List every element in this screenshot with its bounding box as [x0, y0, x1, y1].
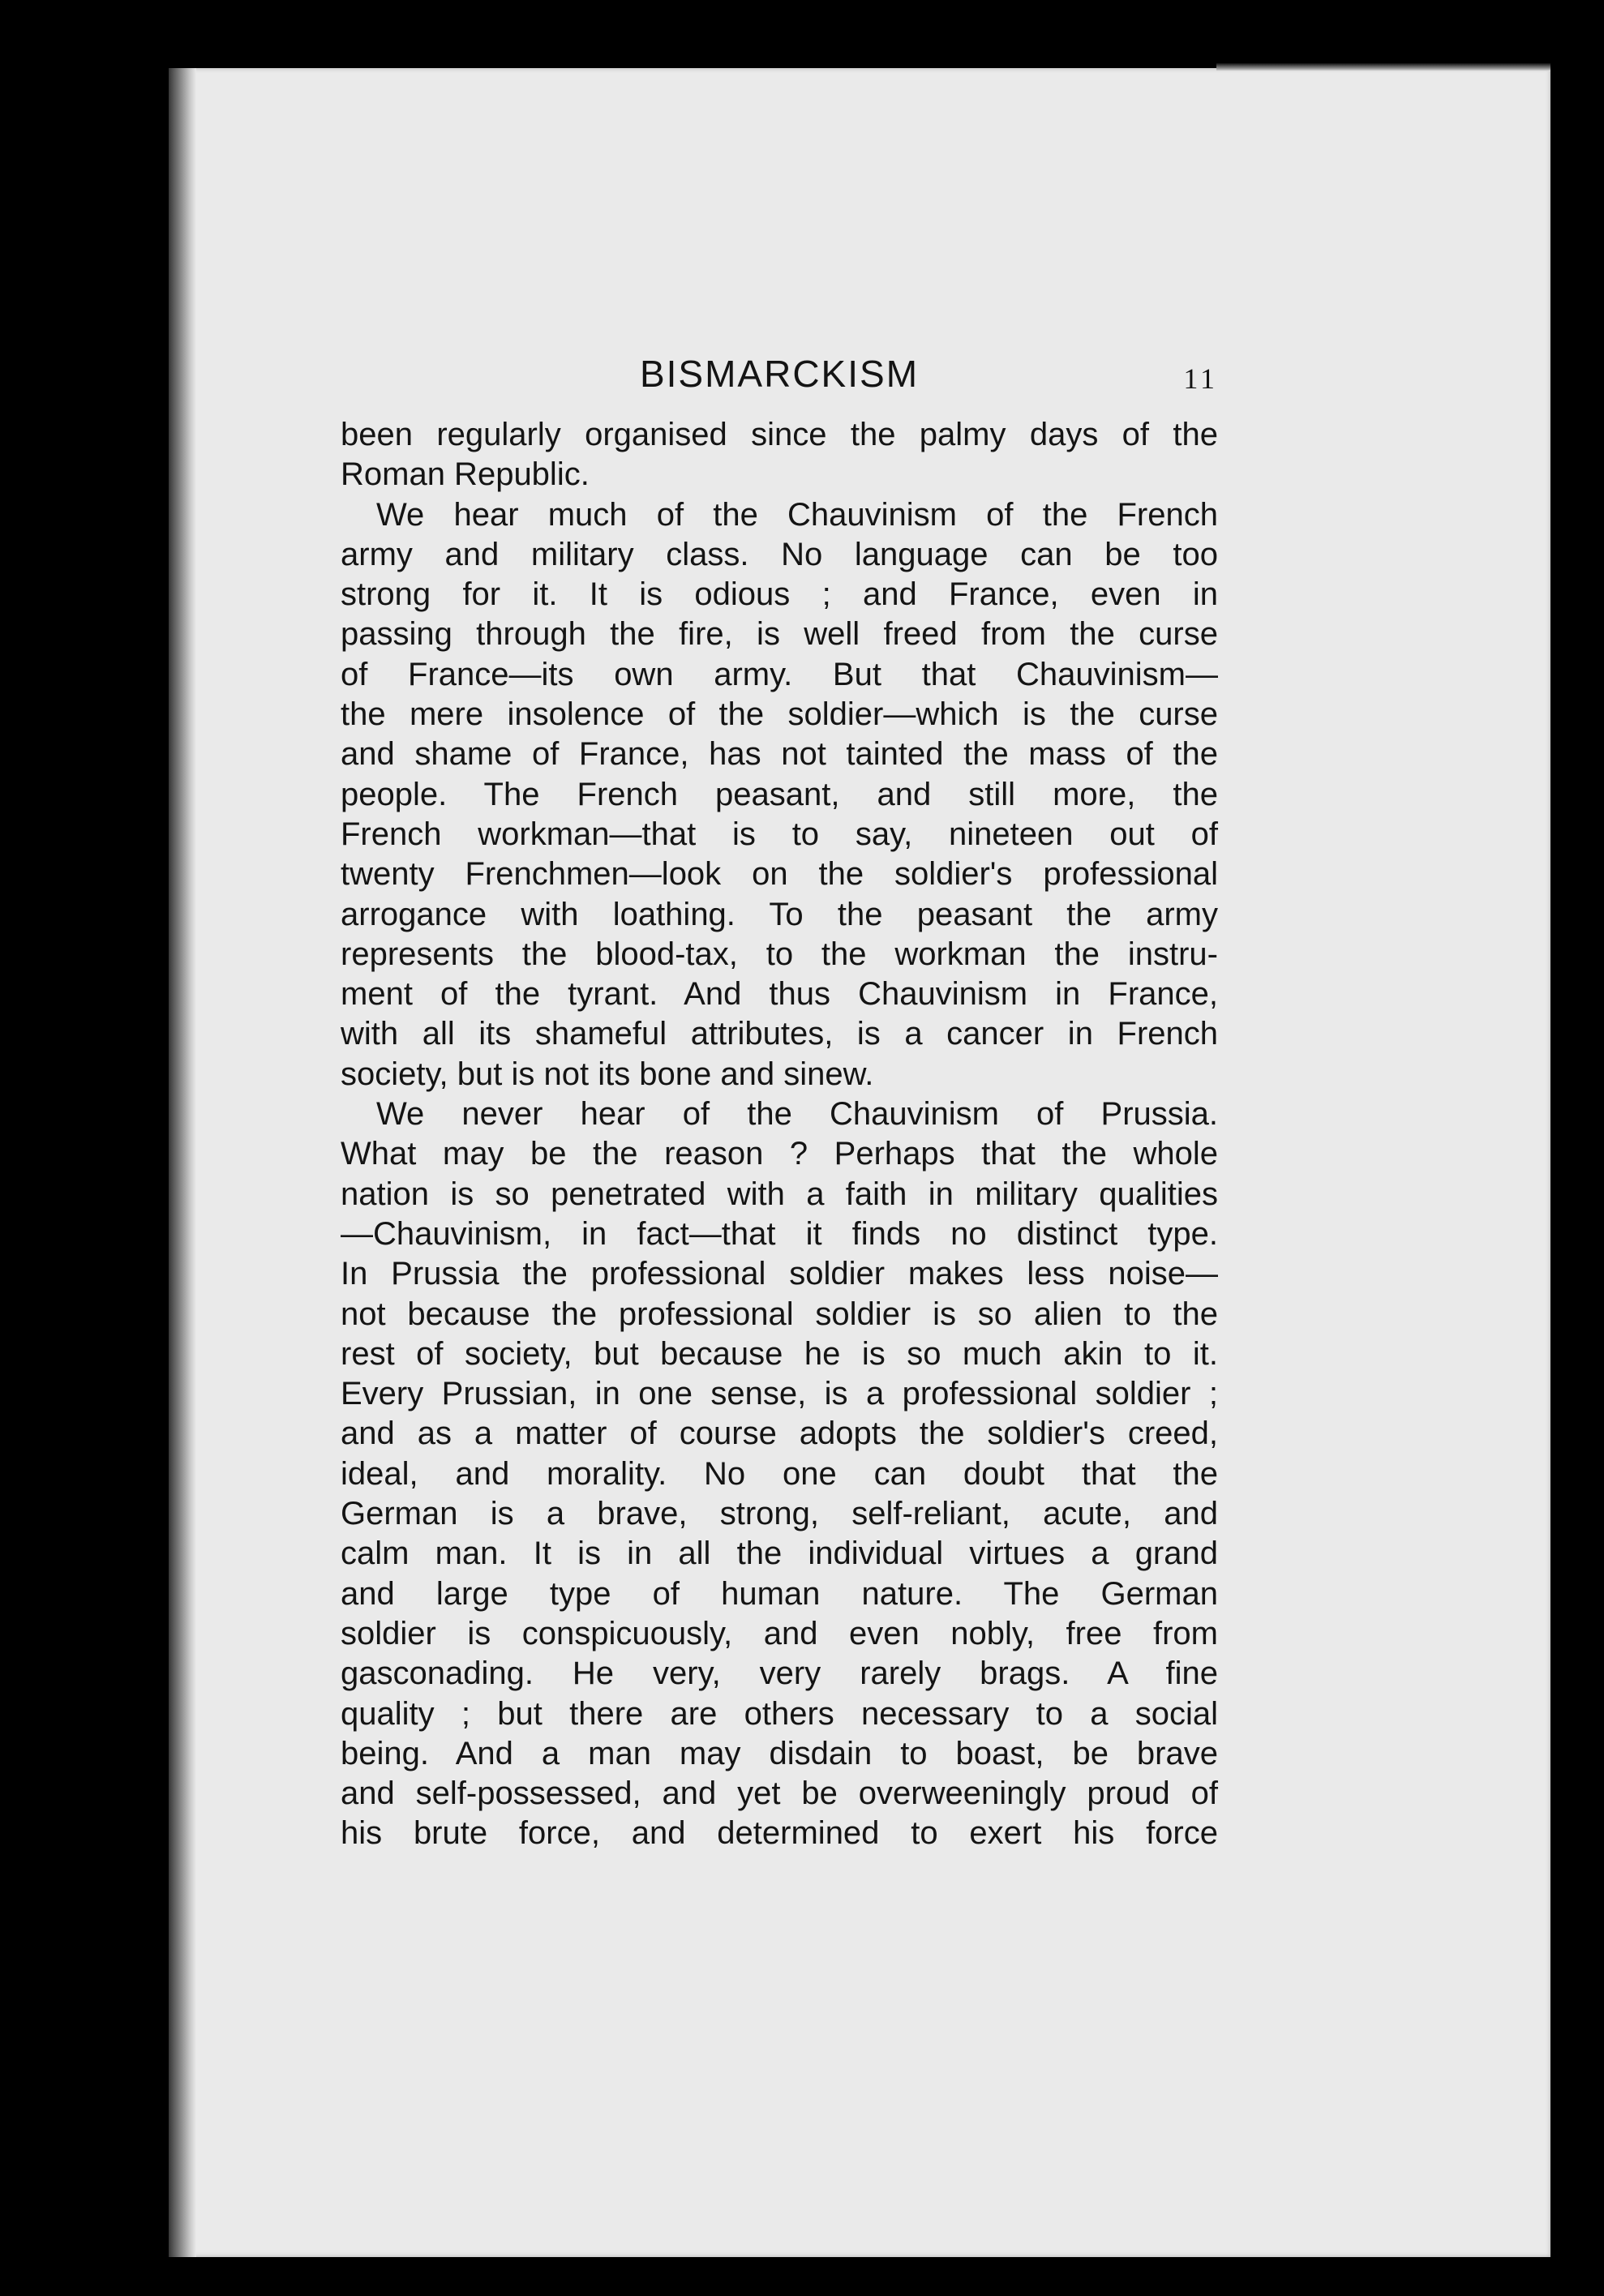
running-title: BISMARCKISM — [639, 353, 920, 395]
page-top-edge-shadow — [1216, 63, 1550, 71]
text-line: French workman—that is to say, nineteen out of — [341, 816, 1218, 852]
text-line: with all its shameful attributes, is a cancer in French — [341, 1016, 1218, 1052]
text-line: being. And a man may disdain to boast, be brave — [341, 1735, 1218, 1771]
text-line: strong for it. It is odious ; and France, even in — [341, 576, 1218, 613]
text-line: and as a matter of course adopts the soldier's creed, — [341, 1416, 1218, 1452]
text-line: soldier is conspicuously, and even nobly, free from — [341, 1615, 1218, 1651]
text-line: of France—its own army. But that Chauvinism— — [341, 656, 1218, 692]
text-line: In Prussia the professional soldier makes less noise— — [341, 1256, 1218, 1292]
text-line: —Chauvinism, in fact—that it finds no distinct type. — [341, 1215, 1218, 1252]
text-line: passing through the fire, is well freed from the curse — [341, 616, 1218, 653]
text-line: calm man. It is in all the individual virtues a grand — [341, 1536, 1218, 1572]
text-line: arrogance with loathing. To the peasant the army — [341, 896, 1218, 932]
text-line: We never hear of the Chauvinism of Prussia. — [376, 1096, 1218, 1133]
text-line: and shame of France, has not tainted the mass of the — [341, 736, 1218, 773]
text-line: the mere insolence of the soldier—which is the curse — [341, 696, 1218, 733]
text-line: Roman Republic. — [341, 456, 590, 493]
text-line: rest of society, but because he is so much akin to it. — [341, 1335, 1218, 1372]
body-text — [341, 415, 1218, 1854]
text-line: people. The French peasant, and still more, the — [341, 776, 1218, 812]
text-line: gasconading. He very, very rarely brags. A fine — [341, 1656, 1218, 1692]
page-number: 11 — [1183, 362, 1218, 395]
text-line: twenty Frenchmen—look on the soldier's professional — [341, 856, 1218, 893]
text-line: and large type of human nature. The German — [341, 1575, 1218, 1612]
binding-shadow — [169, 68, 196, 2257]
text-line: his brute force, and determined to exert his force — [341, 1815, 1218, 1852]
text-line: not because the professional soldier is so alien to the — [341, 1296, 1218, 1332]
text-line: society, but is not its bone and sinew. — [341, 1056, 874, 1092]
text-line: nation is so penetrated with a faith in military qualities — [341, 1176, 1218, 1212]
text-line: been regularly organised since the palmy days of the — [341, 417, 1218, 452]
text-line: and self-possessed, and yet be overweeningly proud of — [341, 1776, 1218, 1812]
text-line: army and military class. No language can be too — [341, 536, 1218, 572]
text-line: We hear much of the Chauvinism of the French — [376, 496, 1218, 533]
running-head — [341, 345, 1218, 402]
text-line: What may be the reason ? Perhaps that the whole — [341, 1136, 1218, 1172]
text-line: ideal, and morality. No one can doubt that the — [341, 1455, 1218, 1492]
text-line: German is a brave, strong, self-reliant, acute, and — [341, 1496, 1218, 1532]
text-line: represents the blood-tax, to the workman the instru- — [341, 936, 1218, 972]
text-line: ment of the tyrant. And thus Chauvinism in France, — [341, 976, 1218, 1013]
text-line: Every Prussian, in one sense, is a professional soldier ; — [341, 1376, 1218, 1412]
text-line: quality ; but there are others necessary to a social — [341, 1695, 1218, 1732]
